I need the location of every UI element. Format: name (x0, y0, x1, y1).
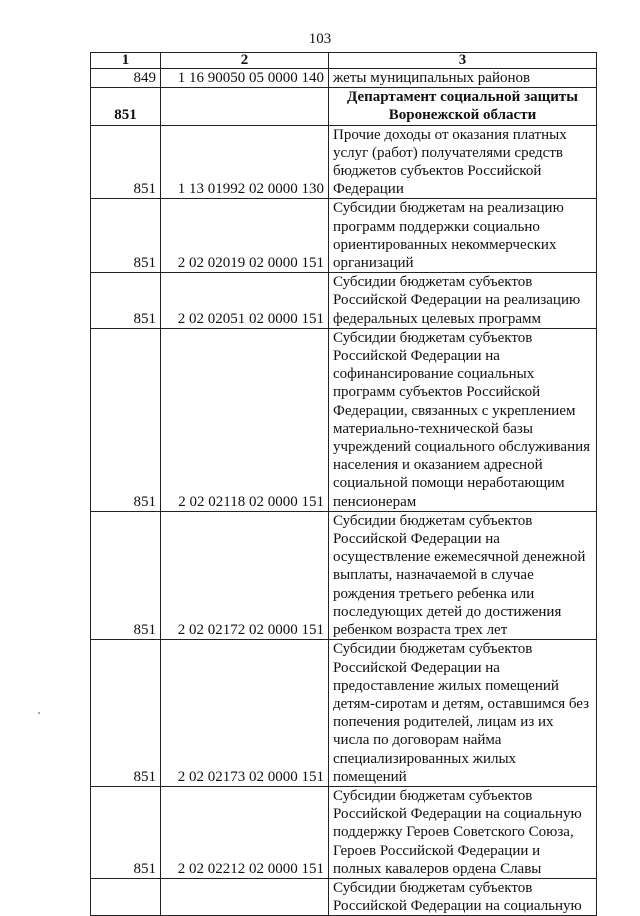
table-row (91, 69, 597, 88)
page-number: 103 (308, 31, 332, 47)
admin-code-cell: 851 (91, 328, 161, 511)
budget-code-cell: 1 16 90050 05 0000 140 (161, 69, 329, 88)
admin-code-cell: 851 (91, 125, 161, 199)
table-row (91, 511, 597, 639)
scan-speck (38, 712, 40, 714)
budget-code-cell: 1 13 01992 02 0000 130 (161, 125, 329, 199)
description-cell: Департамент социальной защиты Воронежской области (329, 88, 597, 125)
description-cell: Субсидии бюджетам субъектов Российской Федерации на социальную поддержку Героев Советского Союза, Героев Российской Федерации и полных кавалеров ордена Славы (329, 786, 597, 878)
admin-code-cell: 851 (91, 511, 161, 639)
budget-code-cell: 2 02 02051 02 0000 151 (161, 273, 329, 329)
description-cell: Субсидии бюджетам на реализацию программ поддержки социально ориентированных некоммерческих организаций (329, 199, 597, 273)
budget-code-cell: 2 02 02019 02 0000 151 (161, 199, 329, 273)
admin-code-cell: 851 (91, 273, 161, 329)
description-cell: Субсидии бюджетам субъектов Российской Федерации на софинансирование социальных программ субъектов Российской Федерации, связанных с укреплением материально-технической базы учреждений социального обслуживания населения и оказанием адресной социальной помощи неработающим пенсионерам (329, 328, 597, 511)
department-row (91, 88, 597, 125)
table-row (91, 786, 597, 878)
header-col-1: 1 (91, 53, 161, 69)
table-row (91, 125, 597, 199)
table-header-row (91, 53, 597, 69)
table-row (91, 878, 597, 915)
revenue-codes-table (90, 52, 597, 916)
table-row (91, 273, 597, 329)
header-col-2: 2 (161, 53, 329, 69)
table-row (91, 199, 597, 273)
admin-code-cell: 851 (91, 640, 161, 787)
admin-code-cell: 851 (91, 786, 161, 878)
description-cell: Субсидии бюджетам субъектов Российской Федерации на предоставление жилых помещений детям-сиротам и детям, оставшимся без попечения родителей, лицам из их числа по договорам найма специализированных жилых помещений (329, 640, 597, 787)
budget-code-cell: 2 02 02118 02 0000 151 (161, 328, 329, 511)
admin-code-cell: 849 (91, 69, 161, 88)
table-row (91, 328, 597, 511)
admin-code-cell: 851 (91, 199, 161, 273)
budget-code-cell (161, 878, 329, 915)
budget-code-cell (161, 88, 329, 125)
budget-code-cell: 2 02 02172 02 0000 151 (161, 511, 329, 639)
admin-code-cell: 851 (91, 88, 161, 125)
description-cell: жеты муниципальных районов (329, 69, 597, 88)
description-cell: Прочие доходы от оказания платных услуг (работ) получателями средств бюджетов субъектов Российской Федерации (329, 125, 597, 199)
table-row (91, 640, 597, 787)
description-cell: Субсидии бюджетам субъектов Российской Федерации на осуществление ежемесячной денежной выплаты, назначаемой в случае рождения третьего ребенка или последующих детей до достижения ребенком возраста трех лет (329, 511, 597, 639)
budget-code-cell: 2 02 02173 02 0000 151 (161, 640, 329, 787)
header-col-3: 3 (329, 53, 597, 69)
budget-code-cell: 2 02 02212 02 0000 151 (161, 786, 329, 878)
description-cell: Субсидии бюджетам субъектов Российской Федерации на социальную (329, 878, 597, 915)
description-cell: Субсидии бюджетам субъектов Российской Федерации на реализацию федеральных целевых программ (329, 273, 597, 329)
admin-code-cell (91, 878, 161, 915)
